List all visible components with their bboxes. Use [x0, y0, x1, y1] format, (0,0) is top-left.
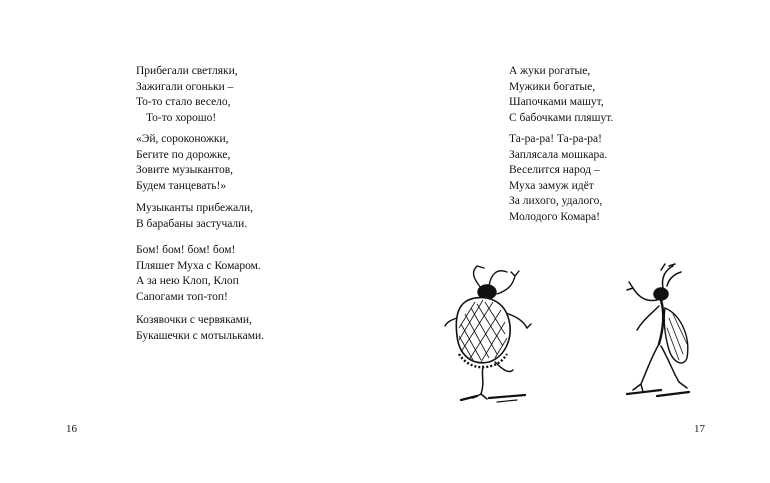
verse-line: Муха замуж идёт [509, 179, 594, 192]
stanza-3 [136, 201, 253, 232]
verse-line: Заплясала мошкара. [509, 148, 608, 161]
page-number: 16 [66, 423, 77, 435]
stanza-4 [136, 243, 261, 305]
verse-line: Молодого Комара! [509, 210, 600, 223]
verse-line: Будем танцевать!» [136, 179, 227, 192]
verse-line: Зовите музыкантов, [136, 164, 233, 177]
dancing-beetle-icon [437, 258, 547, 408]
verse-line: Бегите по дорожке, [136, 148, 231, 161]
verse-line: Зажигали огоньки – [136, 80, 234, 93]
verse-line: Пляшет Муха с Комаром. [136, 259, 261, 272]
verse-line: Шапочками машут, [509, 96, 604, 109]
verse-line: А за нею Клоп, Клоп [136, 275, 239, 288]
verse-line: Мужики богатые, [509, 80, 596, 93]
verse-line: Бом! бом! бом! бом! [136, 244, 236, 256]
page-number: 17 [694, 423, 705, 435]
verse-line: Прибегали светляки, [136, 65, 238, 77]
verse-line: За лихого, удалого, [509, 195, 603, 208]
dancing-insect-icon [617, 258, 707, 406]
verse-line: «Эй, сороконожки, [136, 133, 229, 145]
verse-line: Козявочки с червяками, [136, 314, 252, 326]
stanza-2 [136, 132, 233, 194]
verse-line: В барабаны застучали. [136, 217, 248, 230]
verse-line: Та-ра-ра! Та-ра-ра! [509, 133, 602, 145]
verse-line: То-то хорошо! [146, 111, 217, 124]
verse-line: Сапогами топ-топ! [136, 290, 228, 303]
verse-line: Музыканты прибежали, [136, 202, 254, 214]
verse-line: Букашечки с мотыльками. [136, 329, 265, 342]
verse-line: С бабочками пляшут. [509, 111, 614, 124]
stanza-2 [509, 132, 607, 226]
stanza-1 [136, 64, 238, 126]
stanza-1 [509, 64, 613, 126]
verse-line: А жуки рогатые, [509, 65, 591, 77]
verse-line: То-то стало весело, [136, 96, 231, 109]
right-page [385, 0, 770, 483]
stanza-5 [136, 313, 264, 344]
verse-line: Веселится народ – [509, 164, 600, 177]
